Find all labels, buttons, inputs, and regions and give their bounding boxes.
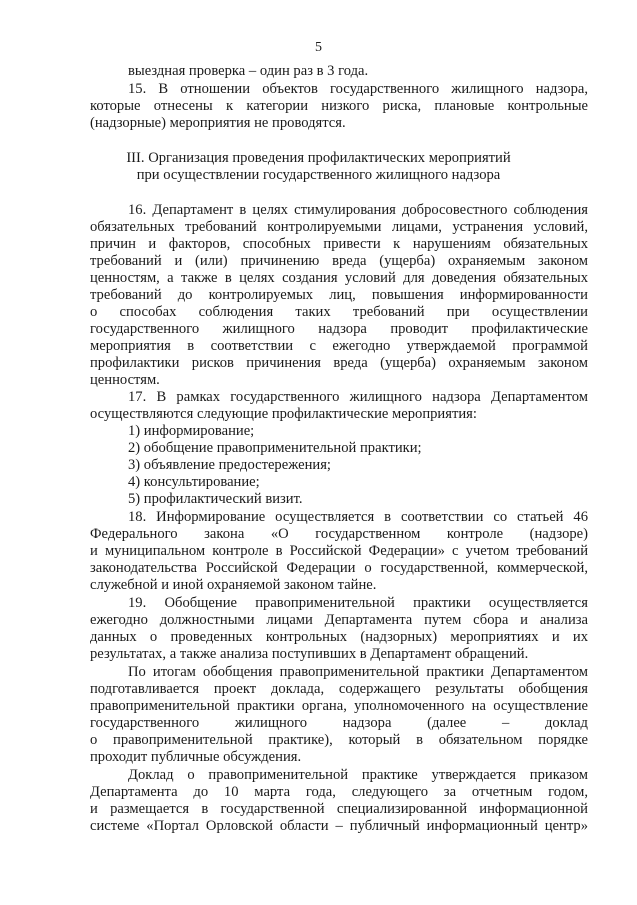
text-line: и муниципальном контроле в Российской Федерации» с учетом требований — [90, 543, 588, 559]
text-line: требований и (или) причинению вреда (ущерба) охраняемым законом — [90, 253, 588, 269]
text-line: По итогам обобщения правоприменительной практики Департаментом — [128, 664, 588, 680]
text-line: проходит публичные обсуждения. — [90, 749, 302, 765]
text-line: результатах, а также анализа поступивших в Департамент обращений. — [90, 646, 529, 662]
text-line: подготавливается проект доклада, содержащего результаты обобщения — [90, 681, 588, 697]
text-line: мероприятия в соответствии с ежегодно утверждаемой программой — [90, 338, 588, 354]
text-line: служебной и иной охраняемой законом тайне. — [90, 577, 377, 593]
text-line: Департамента до 10 марта года, следующего за отчетным годом, — [90, 784, 588, 800]
text-line: Федерального закона «О государственном контроле (надзоре) — [90, 526, 588, 542]
text-line: ценностям, а также в целях создания условий для доведения обязательных — [90, 270, 588, 286]
text-line: 18. Информирование осуществляется в соответствии со статьей 46 — [128, 509, 588, 525]
list-item: 1) информирование; — [128, 423, 255, 439]
text-line: осуществляются следующие профилактические мероприятия: — [90, 406, 477, 422]
list-item: 4) консультирование; — [128, 474, 260, 490]
text-line: 15. В отношении объектов государственного жилищного надзора, — [128, 81, 588, 97]
text-line: Доклад о правоприменительной практике утверждается приказом — [128, 767, 588, 783]
text-line: законодательства Российской Федерации о государственной, коммерческой, — [90, 560, 588, 576]
text-line: ценностям. — [90, 372, 160, 388]
text-line: и размещается в государственной специализированной информационной — [90, 801, 588, 817]
text-line: которые отнесены к категории низкого риска, плановые контрольные — [90, 98, 588, 114]
text-line: государственного жилищного надзора (далее – доклад — [90, 715, 588, 731]
text-line: (надзорные) мероприятия не проводятся. — [90, 115, 346, 131]
page-number: 5 — [315, 40, 322, 55]
section-heading-line: при осуществлении государственного жилищного надзора — [136, 167, 501, 183]
text-line: обязательных требований контролируемыми лицами, устранения условий, — [90, 219, 588, 235]
text-line: ежегодно должностными лицами Департамента путем сбора и анализа — [90, 612, 588, 628]
text-line: профилактики рисков причинения вреда (ущерба) охраняемым законом — [90, 355, 588, 371]
text-line: государственного жилищного надзора проводит профилактические — [90, 321, 588, 337]
text-line: данных о проведенных контрольных (надзорных) мероприятиях и их — [90, 629, 588, 645]
list-item: 3) объявление предостережения; — [128, 457, 331, 473]
text-line: 16. Департамент в целях стимулирования добросовестного соблюдения — [128, 202, 588, 218]
section-heading-line: III. Организация проведения профилактических мероприятий — [126, 150, 511, 166]
text-line: о правоприменительной практике), который в обязательном порядке — [90, 732, 588, 748]
text-line: 19. Обобщение правоприменительной практики осуществляется — [128, 595, 588, 611]
text-line: причин и факторов, способных привести к нарушениям обязательных — [90, 236, 588, 252]
list-item: 2) обобщение правоприменительной практики; — [128, 440, 422, 456]
text-line: выездная проверка – один раз в 3 года. — [128, 63, 369, 79]
text-line: правоприменительной практики органа, уполномоченного на осуществление — [90, 698, 588, 714]
text-line: о способах соблюдения таких требований при осуществлении — [90, 304, 588, 320]
text-line: системе «Портал Орловской области – публичный информационный центр» — [90, 818, 588, 834]
text-line: требований до контролируемых лиц, повышения информированности — [90, 287, 588, 303]
list-item: 5) профилактический визит. — [128, 491, 303, 507]
text-line: 17. В рамках государственного жилищного надзора Департаментом — [128, 389, 588, 405]
